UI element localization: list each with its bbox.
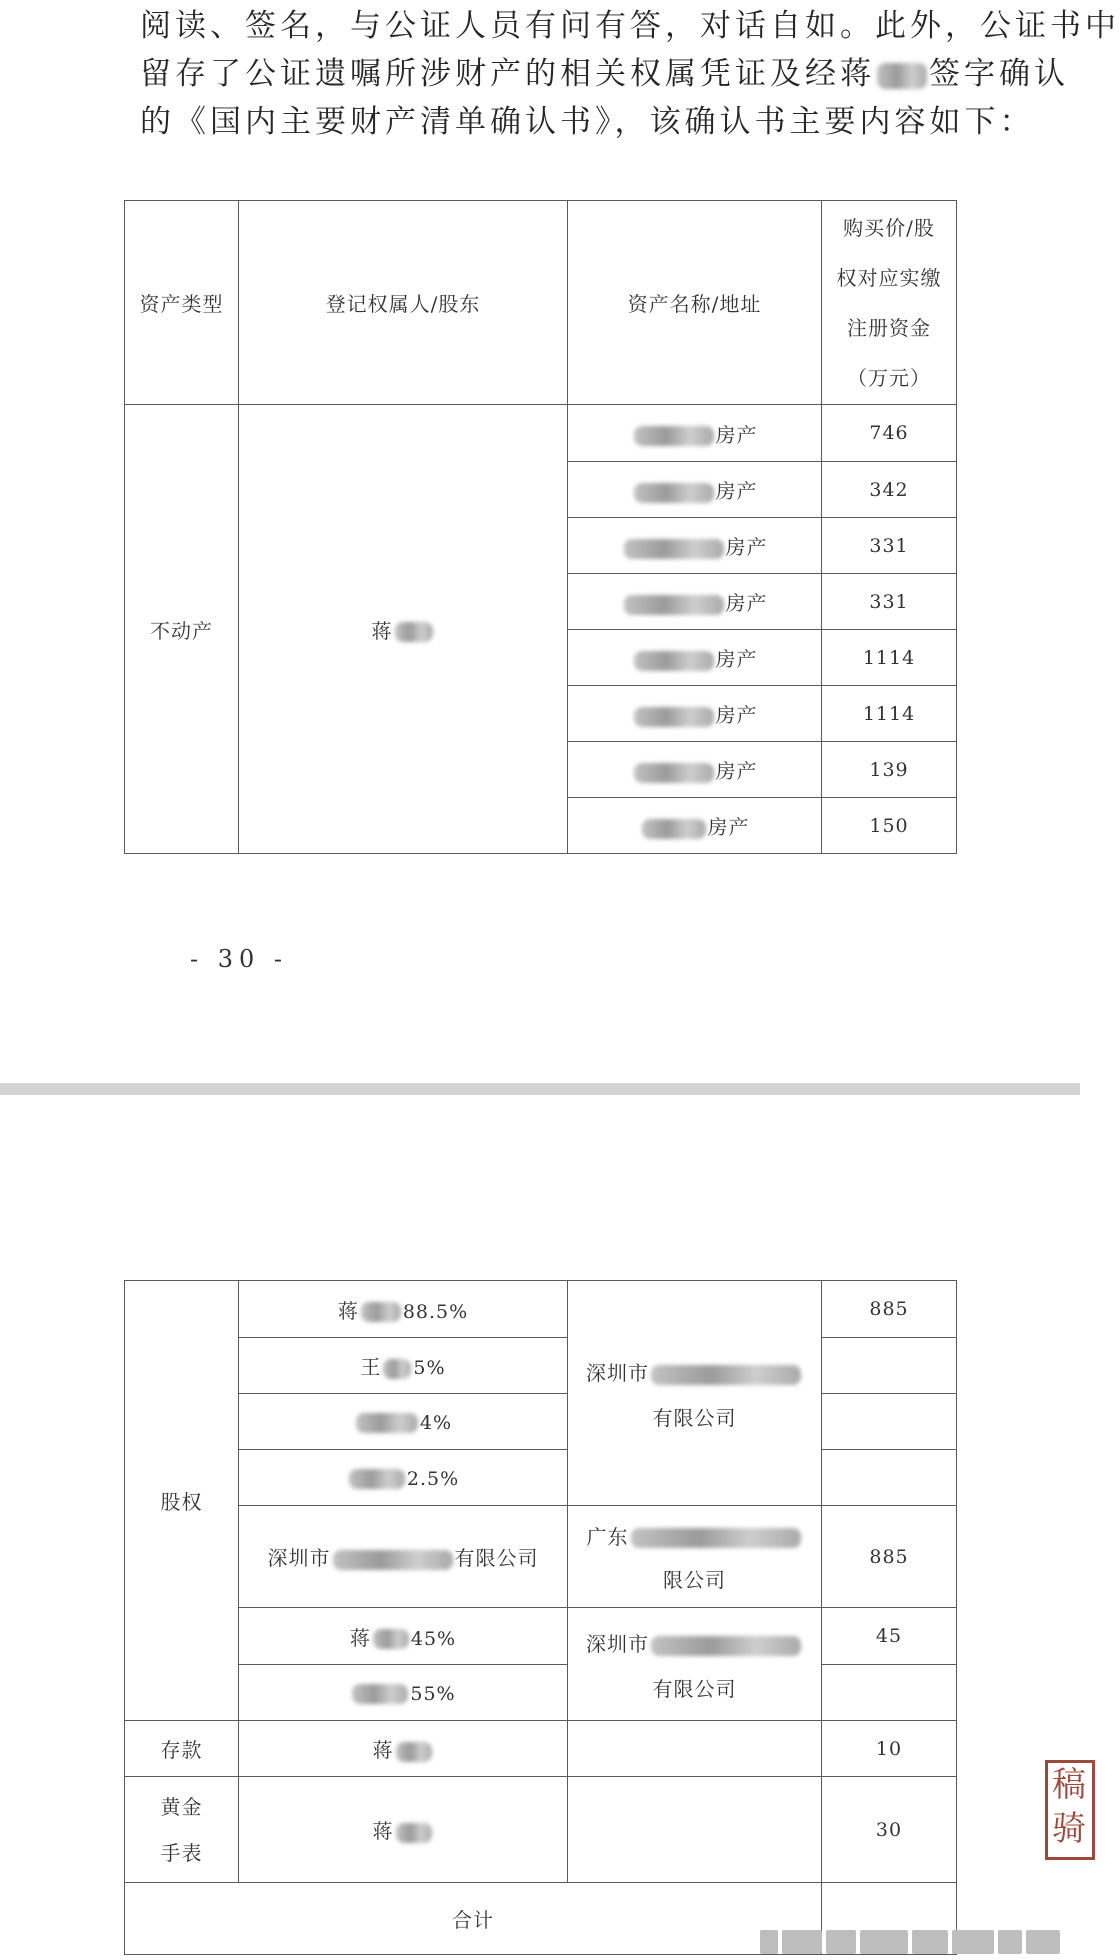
price-cell: 342 — [822, 462, 957, 518]
price-cell: 331 — [822, 574, 957, 630]
watermark-bar — [860, 1930, 908, 1954]
price-cell: 1114 — [822, 630, 957, 686]
paragraph-line-1: 阅读、签名，与公证人员有问有答，对话自如。此外，公证书中 — [140, 8, 1120, 44]
price-cell: 746 — [822, 405, 957, 462]
watermark-bar — [1026, 1930, 1060, 1954]
intro-paragraph — [140, 2, 1120, 146]
redacted-name — [361, 1302, 401, 1322]
deposit-asset-cell — [568, 1721, 822, 1777]
table-row — [125, 1506, 957, 1608]
asset-name-cell: 房产 — [568, 686, 822, 742]
redacted-company — [631, 1528, 801, 1548]
page-divider — [0, 1083, 1080, 1095]
header-registered-owner: 登记权属人/股东 — [239, 201, 568, 405]
redacted-name — [395, 622, 433, 642]
price-cell-empty — [822, 1394, 957, 1450]
asset-name-cell: 房产 — [568, 742, 822, 798]
table-header-row — [125, 201, 957, 405]
redacted-name — [356, 1413, 418, 1433]
deposit-type-cell: 存款 — [125, 1721, 239, 1777]
total-label-cell: 合计 — [125, 1883, 822, 1955]
watermark-bar — [952, 1930, 994, 1954]
redacted-company — [651, 1636, 801, 1656]
watermark-bar — [912, 1930, 948, 1954]
redacted-address — [634, 651, 714, 671]
shareholder-cell: 深圳市 有限公司 — [239, 1506, 568, 1608]
table-row — [125, 1608, 957, 1665]
shareholder-cell: 4% — [239, 1394, 568, 1450]
price-cell-empty — [822, 1338, 957, 1394]
table-row — [125, 405, 957, 462]
shareholder-cell: 王 5% — [239, 1338, 568, 1394]
table-row — [125, 1338, 957, 1394]
redacted-address — [624, 595, 724, 615]
redacted-address — [642, 819, 706, 839]
price-cell: 885 — [822, 1506, 957, 1608]
redacted-name — [877, 63, 927, 89]
table-row — [125, 1665, 957, 1721]
table-row — [125, 1721, 957, 1777]
watermark-bar — [782, 1930, 822, 1954]
price-cell-empty — [822, 1450, 957, 1506]
watermark-bar — [826, 1930, 856, 1954]
price-cell: 45 — [822, 1608, 957, 1665]
page-number: - 30 - — [190, 945, 289, 973]
redacted-name — [349, 1469, 405, 1489]
company-cell: 广东 限公司 — [568, 1506, 822, 1608]
price-cell-empty — [822, 1665, 957, 1721]
price-cell: 10 — [822, 1721, 957, 1777]
gold-type-cell: 黄金 手表 — [125, 1777, 239, 1883]
paragraph-line-2: 留存了公证遗嘱所涉财产的相关权属凭证及经蒋 签字确认 — [140, 56, 1069, 92]
price-cell: 885 — [822, 1281, 957, 1338]
shareholder-cell: 蒋 88.5% — [239, 1281, 568, 1338]
company-cell: 深圳市 有限公司 — [568, 1281, 822, 1506]
redacted-name — [352, 1684, 408, 1704]
redacted-name — [396, 1823, 432, 1843]
asset-table-page1 — [124, 200, 957, 854]
price-cell: 150 — [822, 798, 957, 854]
redacted-address — [634, 426, 714, 446]
company-cell: 深圳市 有限公司 — [568, 1608, 822, 1721]
redacted-address — [624, 539, 724, 559]
redacted-company — [651, 1365, 801, 1385]
watermark-bar — [760, 1930, 778, 1954]
real-estate-owner-cell: 蒋 — [239, 405, 568, 854]
asset-name-cell: 房产 — [568, 462, 822, 518]
header-price: 购买价/股 权对应实缴 注册资金 （万元） — [822, 201, 957, 405]
equity-type-cell: 股权 — [125, 1281, 239, 1721]
redacted-name — [383, 1359, 411, 1379]
table-row — [125, 1394, 957, 1450]
redacted-name — [396, 1742, 432, 1762]
asset-name-cell: 房产 — [568, 630, 822, 686]
red-seal-stamp: 稿 骑 — [1045, 1760, 1095, 1860]
watermark-bar — [998, 1930, 1022, 1954]
table-row — [125, 1450, 957, 1506]
shareholder-cell: 55% — [239, 1665, 568, 1721]
header-asset-name: 资产名称/地址 — [568, 201, 822, 405]
price-cell: 1114 — [822, 686, 957, 742]
paragraph-line-3: 的《国内主要财产清单确认书》，该确认书主要内容如下： — [140, 104, 1035, 140]
asset-name-cell: 房产 — [568, 405, 822, 462]
redacted-address — [634, 483, 714, 503]
shareholder-cell: 2.5% — [239, 1450, 568, 1506]
real-estate-type-cell: 不动产 — [125, 405, 239, 854]
redacted-address — [634, 707, 714, 727]
asset-name-cell: 房产 — [568, 798, 822, 854]
asset-name-cell: 房产 — [568, 518, 822, 574]
header-asset-type: 资产类型 — [125, 201, 239, 405]
redacted-name — [373, 1629, 409, 1649]
deposit-owner-cell: 蒋 — [239, 1721, 568, 1777]
shareholder-cell: 蒋 45% — [239, 1608, 568, 1665]
asset-table-page2 — [124, 1280, 957, 1955]
price-cell: 139 — [822, 742, 957, 798]
redacted-address — [634, 763, 714, 783]
table-row — [125, 1281, 957, 1338]
gold-asset-cell — [568, 1777, 822, 1883]
asset-name-cell: 房产 — [568, 574, 822, 630]
price-cell: 30 — [822, 1777, 957, 1883]
redacted-company — [333, 1550, 453, 1570]
gold-owner-cell: 蒋 — [239, 1777, 568, 1883]
table-row — [125, 1777, 957, 1883]
price-cell: 331 — [822, 518, 957, 574]
